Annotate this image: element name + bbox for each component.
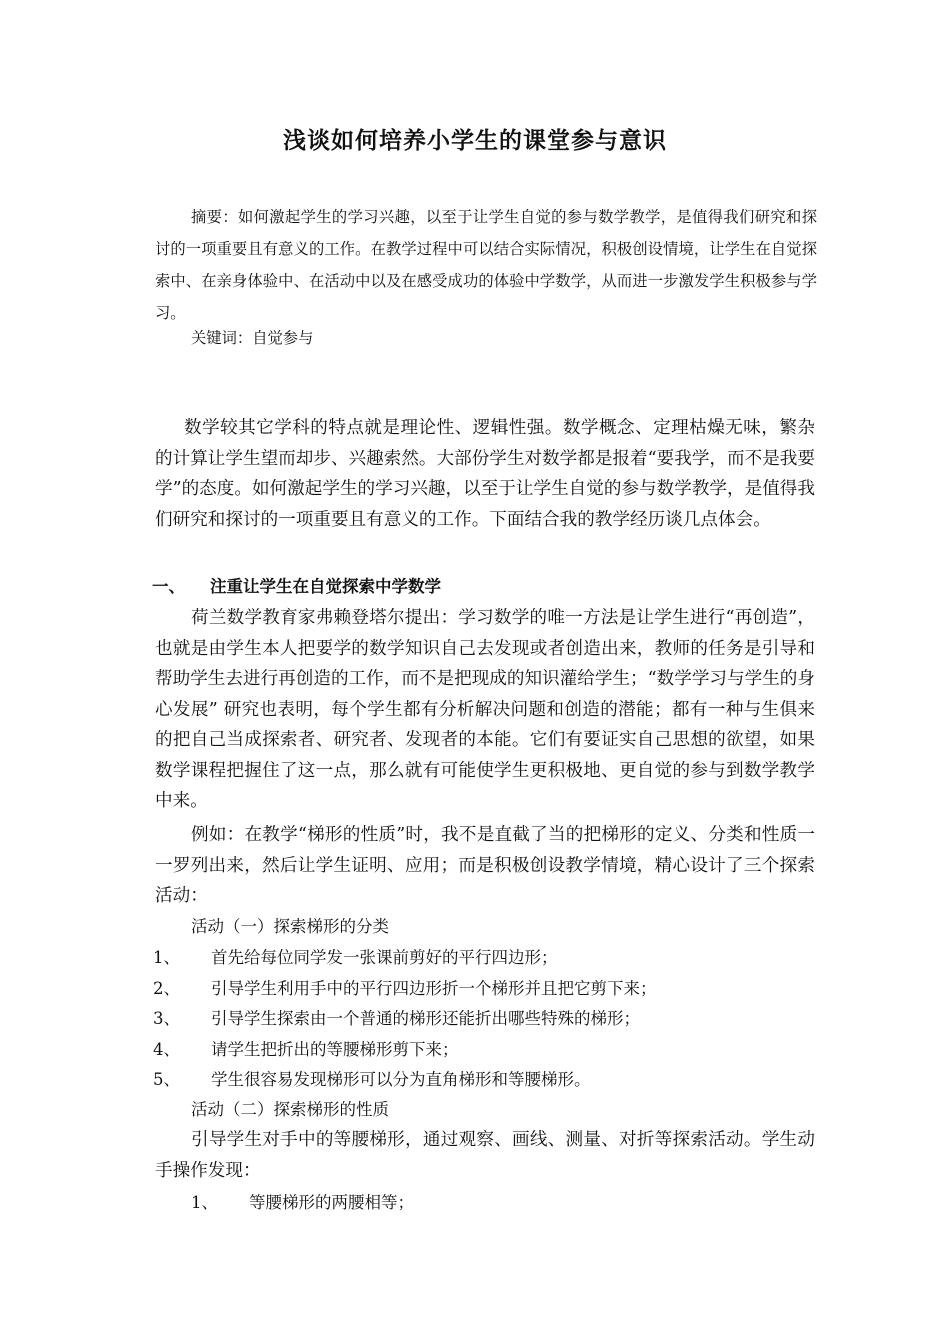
body-paragraph-2: 例如：在教学“梯形的性质”时，我不是直截了当的把梯形的定义、分类和性质一一罗列出来，然后让学生证明、应用；而是积极创设教学情境，精心设计了三个探索活动： xyxy=(155,825,815,906)
list-item-number: 5、 xyxy=(153,1070,180,1089)
list-item-text: 引导学生利用手中的平行四边形折一个梯形并且把它剪下来； xyxy=(211,979,657,998)
list-item xyxy=(191,1188,414,1218)
list-item-text: 引导学生探索由一个普通的梯形还能折出哪些特殊的梯形； xyxy=(211,1009,640,1028)
intro-paragraph: 数学较其它学科的特点就是理论性、逻辑性强。数学概念、定理枯燥无味，繁杂的计算让学生望而却步、兴趣索然。大部份学生对数学都是报着“要我学，而不是我要学”的态度。如何激起学生的学习兴趣，以至于让学生自觉的参与数学教学，是值得我们研究和探讨的一项重要且有意义的工作。下面结合我的教学经历谈几点体会。 xyxy=(155,418,815,530)
keywords-line: 关键词：自觉参与 xyxy=(191,329,314,347)
list-item-number: 2、 xyxy=(153,979,180,998)
section-heading xyxy=(152,572,441,602)
list-item-number: 1、 xyxy=(191,1193,218,1212)
list-item xyxy=(153,1065,591,1095)
list-item-text: 请学生把折出的等腰梯形剪下来； xyxy=(211,1040,459,1059)
section-number: 一、 xyxy=(152,577,185,596)
body-paragraph-3: 引导学生对手中的等腰梯形，通过观察、画线、测量、对折等探索活动。学生动手操作发现： xyxy=(155,1130,815,1181)
list-item-text: 学生很容易发现梯形可以分为直角梯形和等腰梯形。 xyxy=(211,1070,591,1089)
list-item-number: 4、 xyxy=(153,1040,180,1059)
activity-heading-2: 活动（二）探索梯形的性质 xyxy=(191,1100,389,1119)
list-item-number: 1、 xyxy=(153,948,180,967)
body-paragraph-1: 荷兰数学教育家弗赖登塔尔提出：学习数学的唯一方法是让学生进行“再创造”，也就是由学生本人把要学的数学知识自己去发现或者创造出来，教师的任务是引导和帮助学生去进行再创造的工作，而不是把现成的知识灌给学生；“数学学习与学生的身心发展” 研究也表明，每个学生都有分析解决问题和创造的潜能；都有一种与生俱来的把自己当成探索者、研究者、发现者的本能。它们有要证实自己思想的欲望，如果数学课程把握住了这一点，那么就有可能使学生更积极地、更自觉的参与到数学教学中来。 xyxy=(155,608,815,811)
list-item xyxy=(153,974,657,1004)
list-item xyxy=(153,1004,640,1034)
list-item-text: 首先给每位同学发一张课前剪好的平行四边形； xyxy=(211,948,558,967)
list-item xyxy=(153,943,558,973)
section-heading-text: 注重让学生在自觉探索中学数学 xyxy=(210,577,441,596)
list-item xyxy=(153,1035,459,1065)
list-item-text: 等腰梯形的两腰相等； xyxy=(249,1193,414,1212)
page-title: 浅谈如何培养小学生的课堂参与意识 xyxy=(283,128,667,154)
activity-heading-1: 活动（一）探索梯形的分类 xyxy=(191,917,389,936)
list-item-number: 3、 xyxy=(153,1009,180,1028)
abstract-paragraph: 摘要：如何激起学生的学习兴趣，以至于让学生自觉的参与数学教学，是值得我们研究和探讨的一项重要且有意义的工作。在教学过程中可以结合实际情况，积极创设情境，让学生在自觉探索中、在亲身体验中、在活动中以及在感受成功的体验中学数学，从而进一步激发学生积极参与学习。 xyxy=(155,208,817,322)
